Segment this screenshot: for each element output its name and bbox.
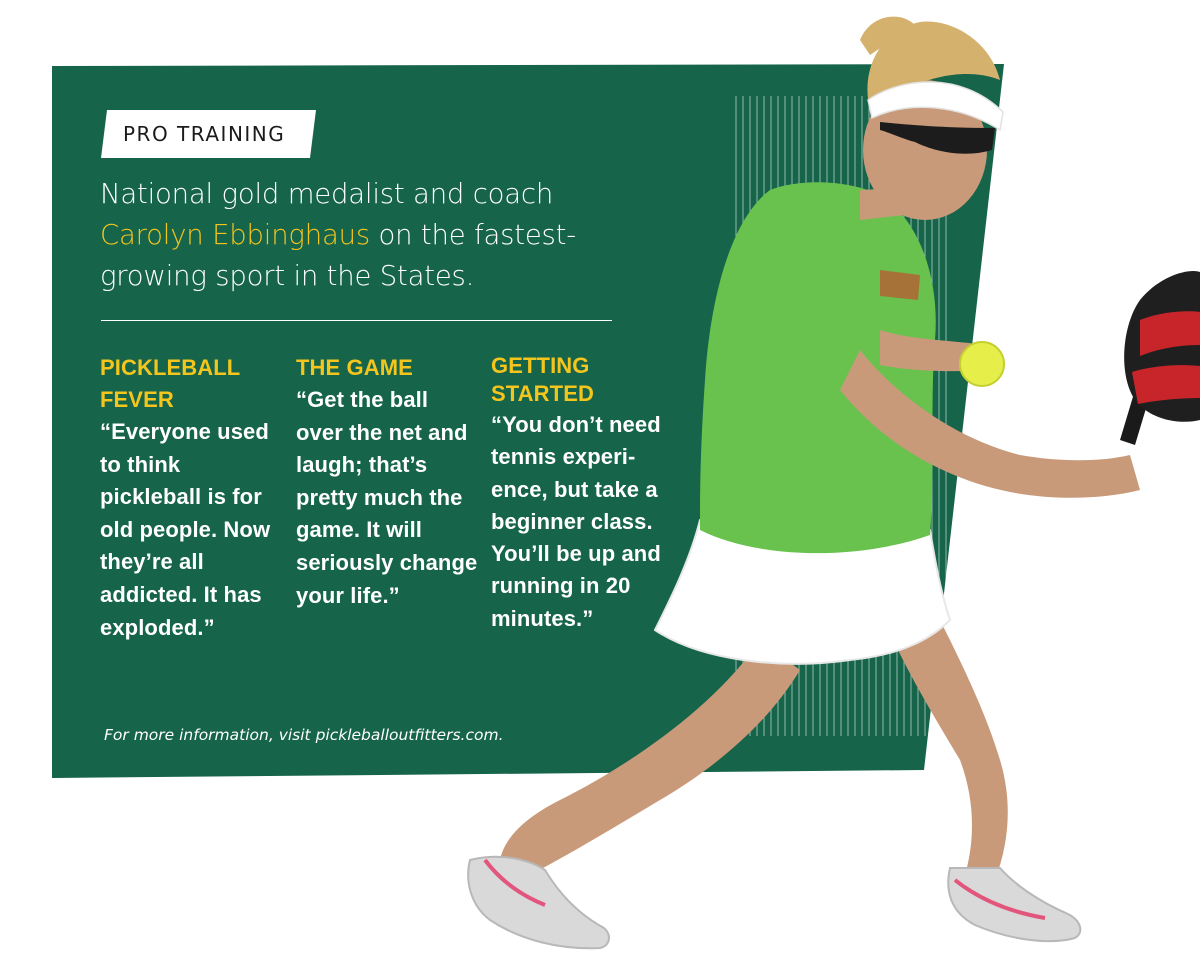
- headline-name-highlight: Carolyn Ebbinghaus: [100, 219, 370, 251]
- headline-intro: National gold medalist and coach: [100, 178, 554, 210]
- column-body: “Everyone used to think pickleball is for old people. Now they’re all addicted. It has exploded.”: [100, 419, 271, 640]
- paddle-icon: [1120, 271, 1200, 445]
- column-title: GETTING STARTED: [491, 353, 594, 406]
- tag-label: PRO TRAINING: [123, 122, 286, 146]
- column-title: THE GAME: [296, 355, 413, 380]
- footer-note: For more information, visit pickleballoutfitters.com.: [104, 726, 504, 744]
- column-body: “Get the ball over the net and laugh; that’s pretty much the game. It will seriously change your life.”: [296, 387, 478, 608]
- headline-outro: on the fastest-growing sport in the States.: [100, 219, 576, 292]
- ball-icon: [960, 342, 1004, 386]
- column-body: “You don’t need tennis experi-ence, but take a beginner class. You’ll be up and running in 20 minutes.”: [491, 412, 661, 631]
- column-title: PICKLEBALL FEVER: [100, 355, 240, 412]
